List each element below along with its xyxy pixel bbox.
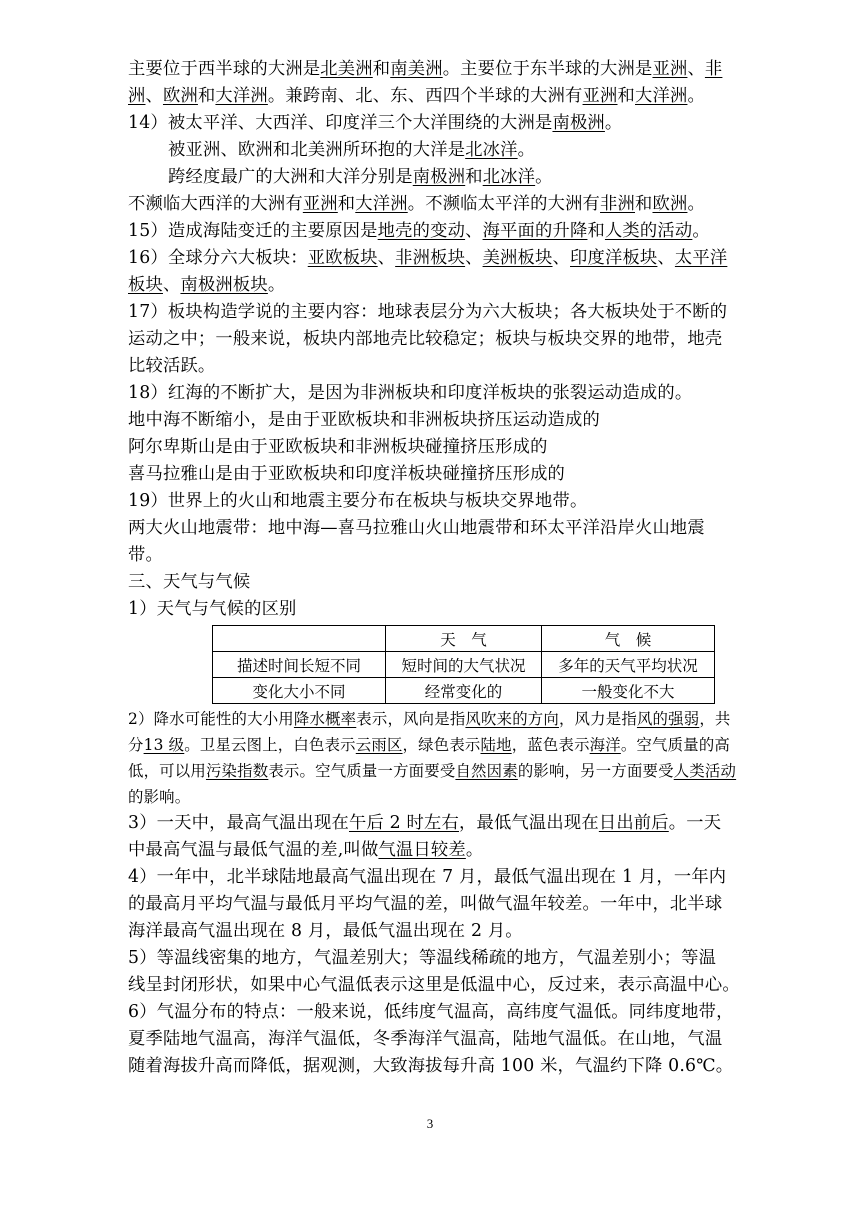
text: 主要位于西半球的大洲是: [128, 59, 321, 79]
text: 、: [145, 86, 163, 106]
answer: 南美洲: [390, 59, 443, 79]
answer: 北冰洋: [465, 140, 518, 160]
text: 、: [465, 221, 483, 241]
text: 。: [687, 194, 705, 214]
table-cell: 多年的天气平均状况: [542, 652, 715, 678]
text: 3）一天中，最高气温出现在: [128, 813, 349, 833]
table-row: [213, 678, 715, 704]
text: 。主要位于东半球的大洲是: [442, 59, 653, 79]
text: 和: [465, 167, 483, 187]
answer: 欧洲: [652, 194, 688, 214]
text: 、: [162, 275, 181, 295]
text: 、: [465, 248, 483, 268]
answer: 地壳的变动: [377, 221, 466, 241]
answer: 降水概率: [293, 710, 357, 728]
text-line: [128, 164, 808, 191]
answer: 亚欧板块: [307, 248, 378, 268]
text-line: [128, 83, 808, 110]
text: ，绿色表示: [402, 736, 481, 754]
text: 的影响，另一方面要受: [517, 762, 674, 780]
page-number: 3: [426, 1116, 434, 1131]
text: 跨经度最广的大洲和大洋分别是: [168, 167, 413, 187]
text: 和: [337, 194, 356, 214]
text: 表示。空气质量一方面要受: [268, 762, 456, 780]
text: 。一天: [668, 813, 722, 833]
table-header-cell: 气 候: [542, 626, 715, 652]
answer: 大洋洲: [355, 194, 408, 214]
text: 。空气质量的高: [620, 736, 730, 754]
text: 、: [377, 248, 396, 268]
text-line: 4）一年中，北半球陆地最高气温出现在 7 月，最低气温出现在 1 月，一年内: [128, 867, 727, 887]
text: 。卫星云图上，白色表示: [184, 736, 356, 754]
table-cell: 经常变化的: [386, 678, 542, 704]
text: 。: [604, 113, 623, 133]
text-line: [128, 191, 808, 218]
answer: 欧洲: [162, 86, 198, 106]
document-body: [128, 56, 808, 1080]
answer: 13 级: [143, 736, 185, 754]
text-line: 18）红海的不断扩大，是因为非洲板块和印度洋板块的张裂运动造成的。: [128, 383, 693, 403]
answer: 云雨区: [355, 736, 403, 754]
answer: 海洋: [589, 736, 621, 754]
text-line: 比较活跃。: [128, 356, 216, 376]
answer: 陆地: [480, 736, 512, 754]
text: 和: [617, 86, 635, 106]
text: 。: [687, 86, 705, 106]
text: ，蓝色表示: [511, 736, 590, 754]
text: 不濒临大西洋的大洲有: [128, 194, 303, 214]
text: ，风力是指: [558, 710, 637, 728]
text-line: 6）气温分布的特点：一般来说，低纬度气温高，高纬度气温低。同纬度地带，: [128, 1002, 734, 1022]
text-line: 的最高月平均气温与最低月平均气温的差，叫做气温年较差。一年中，北半球: [128, 894, 723, 914]
text: 、: [552, 248, 570, 268]
text-line: 5）等温线密集的地方，气温差别大；等温线稀疏的地方，气温差别小；等温: [128, 948, 717, 968]
text-line: [128, 110, 808, 137]
table-cell: 一般变化不大: [542, 678, 715, 704]
text: 低，可以用: [128, 762, 206, 780]
text-line: [128, 137, 808, 164]
text: 。: [517, 140, 536, 160]
table-cell: 短时间的大气状况: [386, 652, 542, 678]
answer: 自然因素: [455, 762, 518, 780]
text-line: 的影响。: [128, 788, 191, 806]
text-line: 海洋最高气温出现在 8 月，最低气温出现在 2 月。: [128, 921, 523, 941]
text: 2）降水可能性的大小用: [128, 710, 294, 728]
answer: 海平面的升降: [482, 221, 588, 241]
answer: 非洲板块: [395, 248, 466, 268]
answer: 非: [704, 59, 723, 79]
text: 和: [635, 194, 653, 214]
text: 。: [535, 167, 553, 187]
text-line: 两大火山地震带：地中海—喜马拉雅山火山地震带和环太平洋沿岸火山地震: [128, 518, 705, 538]
text-line: 1）天气与气候的区别: [128, 599, 297, 619]
text-line: 17）板块构造学说的主要内容：地球表层分为六大板块；各大板块处于不断的: [128, 302, 728, 322]
text-line: [128, 272, 808, 299]
text-line: [128, 758, 808, 784]
text-line: 地中海不断缩小，是由于亚欧板块和非洲板块挤压运动造成的: [128, 410, 600, 430]
answer: 人类活动: [673, 762, 737, 780]
answer: 午后 2 时左右: [348, 813, 459, 833]
answer: 印度洋板块: [570, 248, 658, 268]
answer: 气温日较差: [378, 840, 466, 860]
text: 和: [197, 86, 216, 106]
answer: 北美洲: [320, 59, 373, 79]
answer: 风的强弱: [636, 710, 700, 728]
text: ，共: [699, 710, 731, 728]
text: 被亚洲、欧洲和北美洲所环抱的大洋是: [168, 140, 466, 160]
answer: 亚洲: [582, 86, 618, 106]
answer: 非洲: [600, 194, 635, 214]
text-line: [128, 810, 808, 837]
answer: 风吹来的方向: [465, 710, 559, 728]
answer: 南极洲: [412, 167, 466, 187]
table-header-cell: [213, 626, 386, 652]
answer: 美洲板块: [482, 248, 553, 268]
text-line: [128, 732, 808, 758]
answer: 南极洲: [552, 113, 605, 133]
text-line: 随着海拔升高而降低，据观测，大致海拔每升高 100 米，气温约下降 0.6℃。: [128, 1056, 734, 1076]
text-line: 带。: [128, 545, 163, 565]
text: 表示，风向是指: [356, 710, 466, 728]
text: 、: [657, 248, 675, 268]
answer: 人类的活动: [604, 221, 693, 241]
answer: 亚洲: [652, 59, 688, 79]
text: 。: [692, 221, 710, 241]
text-line: [128, 56, 808, 83]
answer: 大洋洲: [635, 86, 688, 106]
table-row: [213, 652, 715, 678]
text: 。兼跨南、北、东、西四个半球的大洲有: [267, 86, 583, 106]
answer: 洲: [128, 86, 146, 106]
text: 、: [687, 59, 705, 79]
answer: 亚洲: [302, 194, 338, 214]
table-header-row: [213, 626, 715, 652]
table-cell: 描述时间长短不同: [213, 652, 386, 678]
text-line: [128, 837, 808, 864]
text-line: 喜马拉雅山是由于亚欧板块和印度洋板块碰撞挤压形成的: [128, 464, 566, 484]
text: 分: [128, 736, 144, 754]
answer: 日出前后: [598, 813, 669, 833]
text-line: 运动之中；一般来说，板块内部地壳比较稳定；板块与板块交界的地带，地壳: [128, 329, 723, 349]
text-line: 19）世界上的火山和地震主要分布在板块与板块交界地带。: [128, 491, 588, 511]
answer: 南极洲板块: [180, 275, 268, 295]
text-line: [128, 245, 808, 272]
text-line: [128, 218, 808, 245]
answer: 污染指数: [205, 762, 269, 780]
table-header-cell: 天 气: [386, 626, 542, 652]
table-cell: 变化大小不同: [213, 678, 386, 704]
text: 14）被太平洋、大西洋、印度洋三个大洋围绕的大洲是: [128, 113, 553, 133]
text: 和: [372, 59, 391, 79]
text: 。不濒临太平洋的大洲有: [407, 194, 601, 214]
text: ，最低气温出现在: [458, 813, 599, 833]
answer: 北冰洋: [482, 167, 536, 187]
text: 。: [465, 840, 484, 860]
text: 16）全球分六大板块：: [128, 248, 308, 268]
text-line: 夏季陆地气温高，海洋气温低，冬季海洋气温高，陆地气温低。在山地，气温: [128, 1029, 723, 1049]
text-line: 阿尔卑斯山是由于亚欧板块和非洲板块碰撞挤压形成的: [128, 437, 548, 457]
text-line: [128, 706, 808, 732]
answer: 太平洋: [674, 248, 728, 268]
text: 15）造成海陆变迁的主要原因是: [128, 221, 378, 241]
weather-climate-table: [212, 625, 715, 704]
text: 和: [587, 221, 605, 241]
text: 中最高气温与最低气温的差,叫做: [128, 840, 379, 860]
text: 。: [267, 275, 286, 295]
text-line: 线呈封闭形状，如果中心气温低表示这里是低温中心，反过来，表示高温中心。: [128, 975, 740, 995]
answer: 大洋洲: [215, 86, 268, 106]
section-heading: 三、天气与气候: [128, 572, 251, 592]
answer: 板块: [128, 275, 163, 295]
